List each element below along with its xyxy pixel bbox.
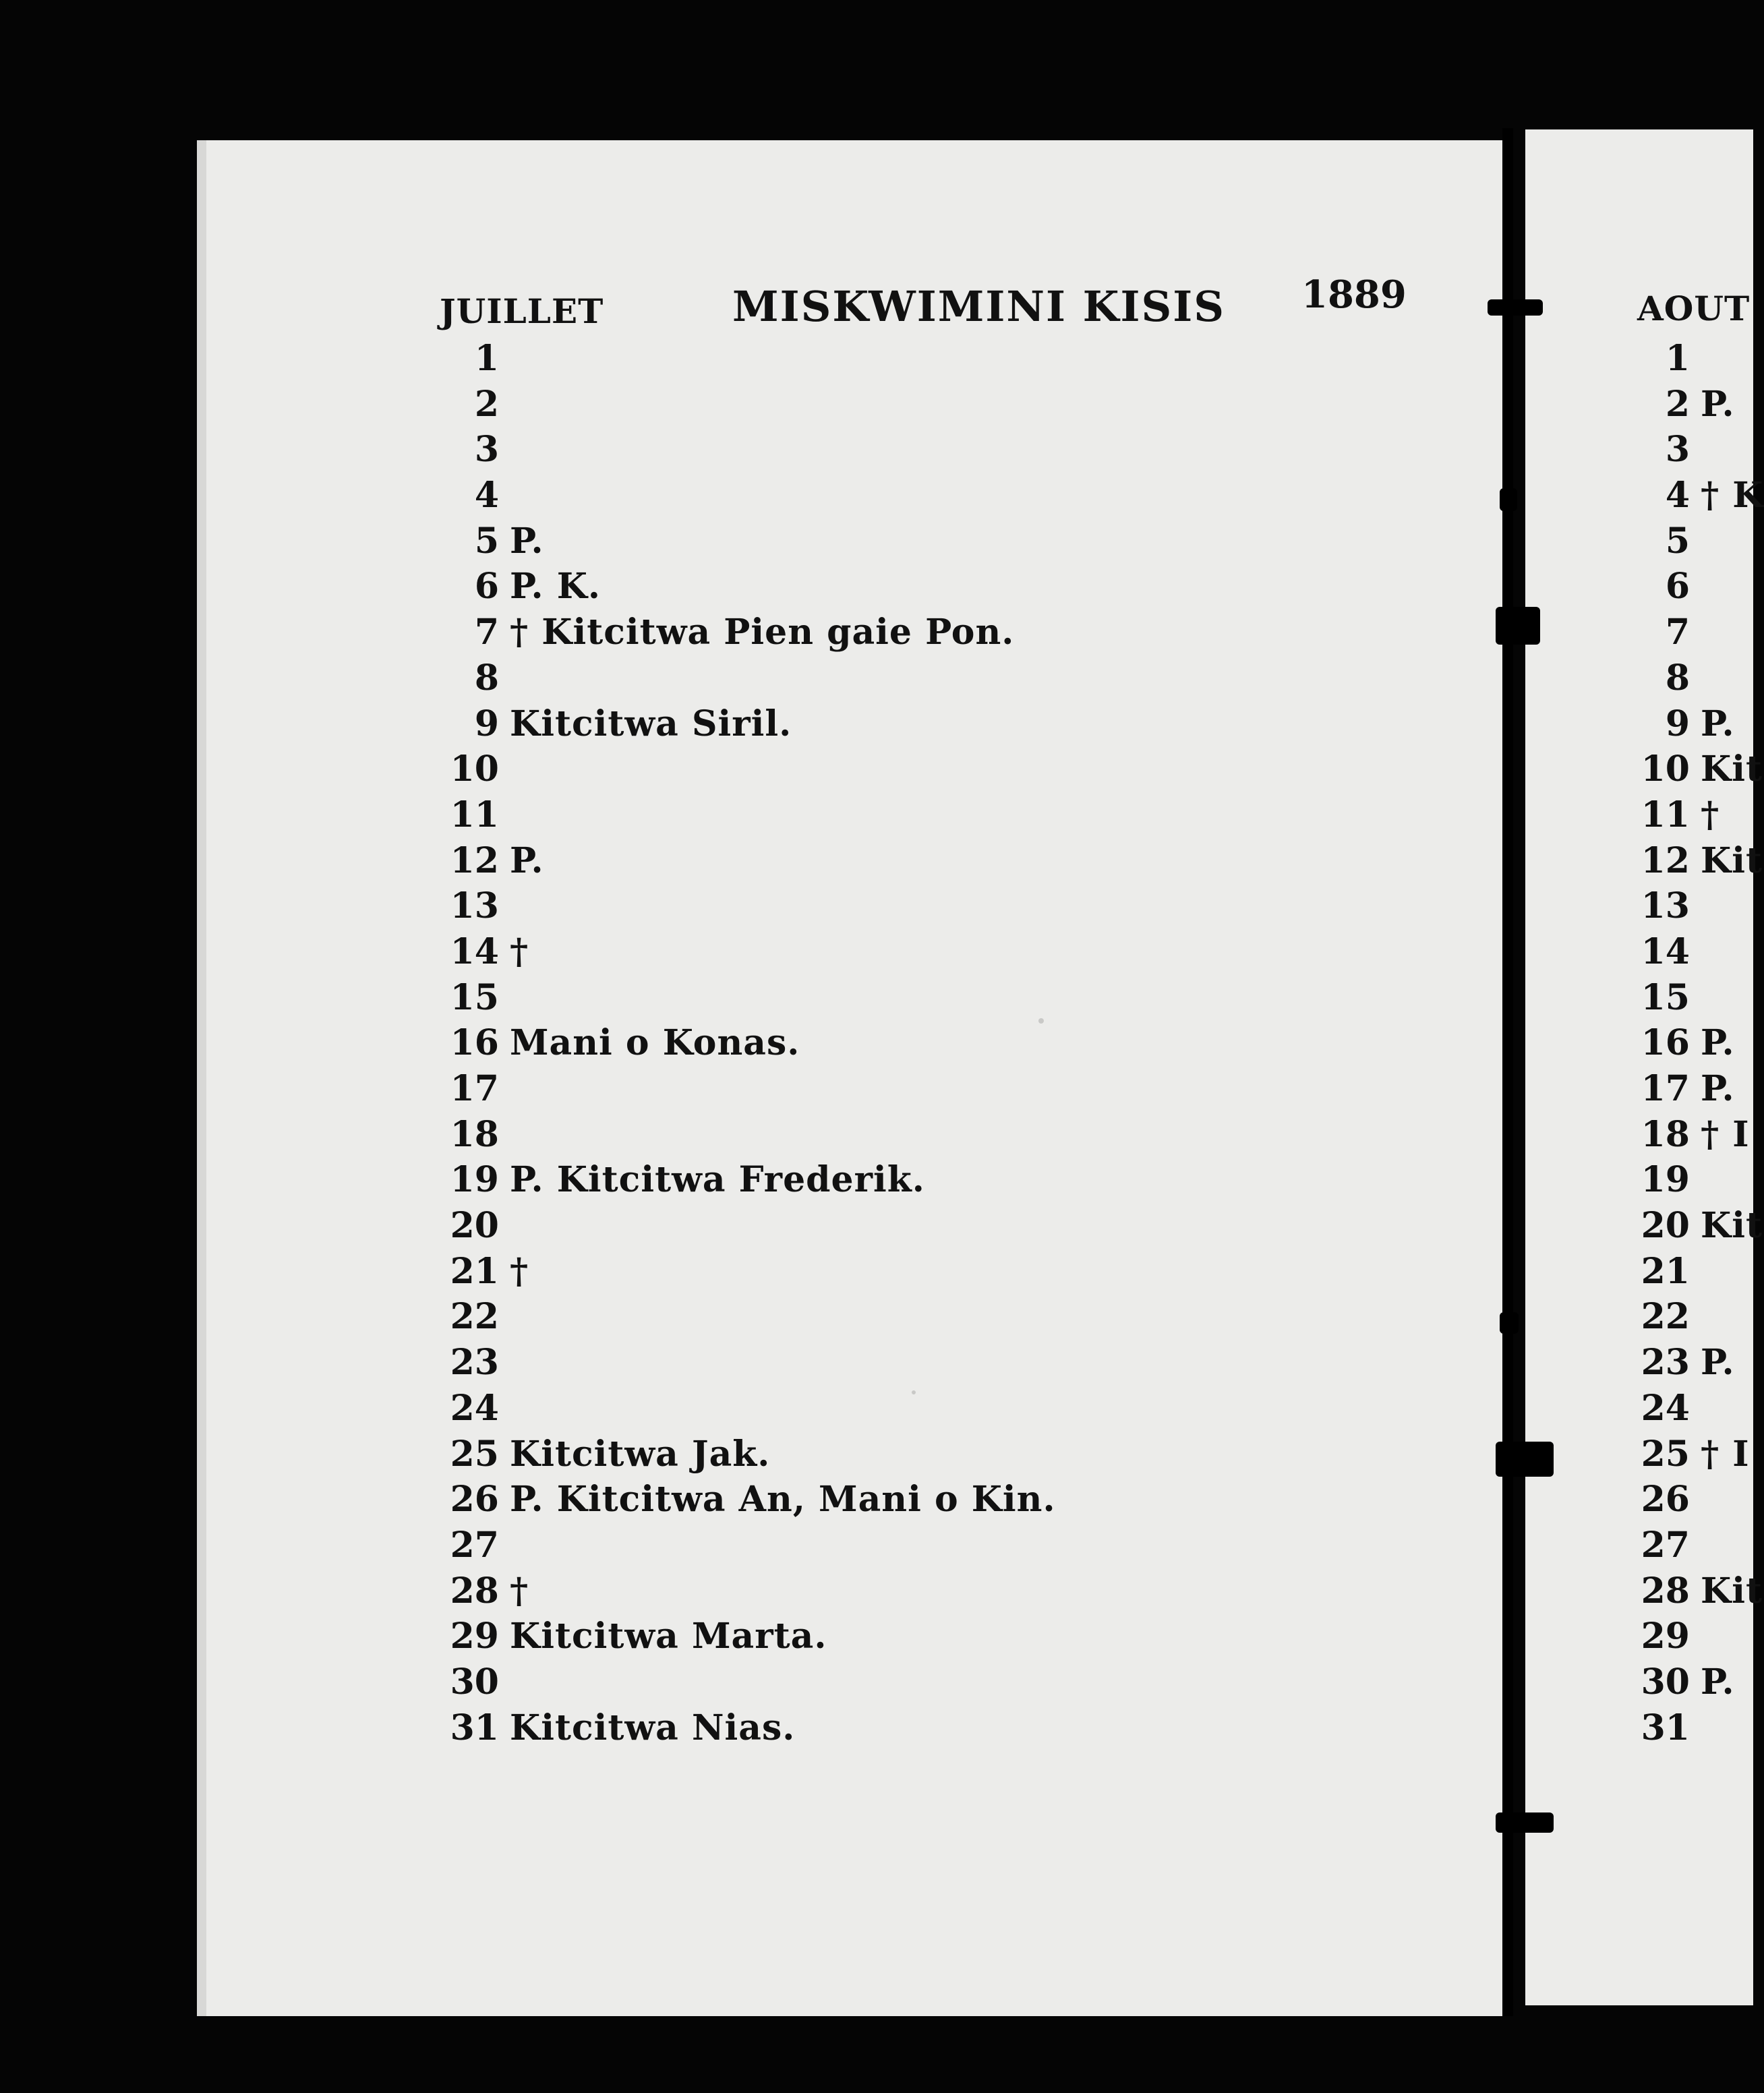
day-row	[445, 746, 1457, 792]
day-row	[445, 610, 1457, 655]
day-number: 10	[450, 748, 499, 790]
day-row	[1640, 1386, 1753, 1432]
day-row	[445, 1340, 1457, 1386]
day-number: 11	[1641, 794, 1690, 835]
day-row	[1640, 1659, 1753, 1705]
day-row	[1640, 1249, 1753, 1295]
day-entry: Kitcitwa Jak.	[510, 1433, 771, 1475]
day-entry: P.	[1701, 1661, 1735, 1703]
day-row	[445, 427, 1457, 473]
day-number: 27	[1641, 1524, 1690, 1566]
day-number: 13	[1641, 885, 1690, 927]
day-row	[445, 336, 1457, 382]
day-row	[1640, 336, 1753, 382]
day-entry: P.	[1701, 1068, 1735, 1109]
day-row	[1640, 1294, 1753, 1340]
month-heading-right: AOUT	[1637, 289, 1751, 328]
day-number: 24	[1641, 1387, 1690, 1429]
day-row	[1640, 1340, 1753, 1386]
day-number: 3	[1665, 429, 1690, 471]
day-number: 6	[474, 566, 499, 608]
day-number: 14	[1641, 931, 1690, 972]
day-row	[1640, 564, 1753, 610]
day-number: 4	[1665, 475, 1690, 517]
day-row	[445, 792, 1457, 838]
day-row	[445, 701, 1457, 747]
day-number: 2	[1665, 383, 1690, 425]
day-entry: P. Kitcitwa An, Mani o Kin.	[510, 1479, 1056, 1521]
day-row	[445, 883, 1457, 929]
day-entry: P. K.	[510, 566, 601, 608]
spine-stitch	[1496, 1812, 1554, 1833]
day-entry: Kitcitwa Siril.	[510, 703, 792, 744]
day-entry: †	[1701, 794, 1720, 835]
page-header-year: 1889	[1301, 272, 1407, 317]
day-entry: †	[510, 1250, 529, 1292]
day-number: 31	[1641, 1707, 1690, 1748]
day-number: 28	[450, 1570, 499, 1612]
day-row	[1640, 838, 1763, 884]
day-row	[1640, 1705, 1753, 1751]
day-row	[1640, 1568, 1763, 1614]
left-day-list	[445, 336, 1457, 1750]
day-entry: † Kitcitwa Pien gaie Pon.	[510, 612, 1015, 653]
day-entry: Kitcitwa Marta.	[510, 1616, 827, 1657]
day-number: 26	[1641, 1479, 1690, 1521]
day-number: 28	[1641, 1570, 1690, 1612]
day-entry: †	[510, 1570, 529, 1612]
day-row	[445, 473, 1457, 519]
day-entry: P.	[1701, 383, 1735, 425]
day-number: 16	[450, 1022, 499, 1064]
day-row	[1640, 701, 1753, 747]
month-heading-left: JUILLET	[440, 291, 604, 331]
day-entry: P.	[510, 520, 544, 562]
day-number: 21	[450, 1250, 499, 1292]
day-row	[445, 1112, 1457, 1158]
day-row	[445, 564, 1457, 610]
day-number: 15	[450, 976, 499, 1018]
day-number: 26	[450, 1479, 499, 1521]
day-entry: P. Kitcitwa Frederik.	[510, 1159, 925, 1201]
day-number: 21	[1641, 1250, 1690, 1292]
day-entry: P.	[1701, 703, 1735, 744]
day-number: 16	[1641, 1022, 1690, 1064]
spine-stitch	[1500, 1312, 1519, 1334]
day-row	[445, 1659, 1457, 1705]
day-row	[1640, 519, 1753, 564]
day-number: 7	[474, 612, 499, 653]
day-row	[445, 1294, 1457, 1340]
day-row	[445, 1386, 1457, 1432]
day-row	[1640, 1112, 1753, 1158]
day-number: 3	[474, 429, 499, 471]
day-number: 6	[1665, 566, 1690, 608]
day-number: 30	[450, 1661, 499, 1703]
day-number: 5	[1665, 520, 1690, 562]
spine-stitch	[1496, 607, 1540, 645]
day-row	[1640, 1157, 1753, 1203]
day-row	[445, 1432, 1457, 1477]
day-row	[1640, 427, 1753, 473]
right-day-list	[1640, 336, 1764, 1750]
day-entry: † I	[1701, 1113, 1750, 1155]
day-number: 25	[450, 1433, 499, 1475]
day-row	[445, 1523, 1457, 1568]
day-number: 7	[1665, 612, 1690, 653]
day-entry: Kit	[1701, 839, 1763, 881]
day-entry: P.	[1701, 1022, 1735, 1064]
day-number: 31	[450, 1707, 499, 1748]
day-number: 12	[1641, 839, 1690, 881]
day-row	[445, 1020, 1457, 1066]
day-number: 15	[1641, 976, 1690, 1018]
day-entry: P.	[1701, 1342, 1735, 1384]
day-row	[445, 1477, 1457, 1523]
day-entry: P.	[510, 839, 544, 881]
day-row	[445, 519, 1457, 564]
day-row	[1640, 1432, 1753, 1477]
day-number: 1	[474, 338, 499, 379]
day-row	[1640, 382, 1753, 428]
day-number: 14	[450, 931, 499, 972]
day-number: 29	[450, 1616, 499, 1657]
day-number: 20	[1641, 1205, 1690, 1247]
day-entry: Kit	[1701, 748, 1763, 790]
day-row	[445, 1066, 1457, 1112]
day-row	[1640, 1066, 1753, 1112]
day-row	[1640, 746, 1763, 792]
day-number: 8	[1665, 657, 1690, 699]
spine-stitch	[1500, 488, 1517, 511]
day-row	[445, 929, 1457, 975]
book-spine	[1502, 128, 1513, 2016]
day-row	[1640, 975, 1753, 1021]
day-number: 12	[450, 839, 499, 881]
day-number: 18	[1641, 1113, 1690, 1155]
day-row	[445, 1249, 1457, 1295]
day-number: 29	[1641, 1616, 1690, 1657]
spine-stitch	[1488, 299, 1543, 316]
day-row	[445, 1705, 1457, 1751]
day-row	[1640, 883, 1753, 929]
day-number: 27	[450, 1524, 499, 1566]
day-number: 22	[450, 1296, 499, 1338]
day-row	[1640, 1523, 1753, 1568]
day-row	[1640, 1614, 1753, 1659]
day-row	[1640, 610, 1753, 655]
day-entry: Kit	[1701, 1570, 1763, 1612]
day-row	[445, 1157, 1457, 1203]
day-row	[1640, 1203, 1763, 1249]
day-row	[445, 382, 1457, 428]
day-row	[1640, 1477, 1753, 1523]
day-number: 18	[450, 1113, 499, 1155]
day-entry: Kitcitwa Nias.	[510, 1707, 796, 1748]
day-number: 10	[1641, 748, 1690, 790]
day-row	[1640, 929, 1753, 975]
day-number: 2	[474, 383, 499, 425]
day-number: 19	[450, 1159, 499, 1201]
day-row	[1640, 1020, 1753, 1066]
day-number: 17	[1641, 1068, 1690, 1109]
day-number: 23	[450, 1342, 499, 1384]
day-entry: †	[510, 931, 529, 972]
day-number: 9	[474, 703, 499, 744]
day-row	[445, 1203, 1457, 1249]
day-entry: † I	[1701, 1433, 1750, 1475]
day-number: 30	[1641, 1661, 1690, 1703]
day-row	[1640, 473, 1764, 519]
day-number: 9	[1665, 703, 1690, 744]
day-number: 24	[450, 1387, 499, 1429]
day-entry: † K	[1701, 475, 1764, 517]
day-row	[445, 838, 1457, 884]
day-number: 23	[1641, 1342, 1690, 1384]
day-row	[1640, 792, 1753, 838]
day-row	[1640, 655, 1753, 701]
day-number: 1	[1665, 338, 1690, 379]
day-entry: Kit	[1701, 1205, 1763, 1247]
day-row	[445, 1568, 1457, 1614]
day-number: 11	[450, 794, 499, 835]
day-number: 20	[450, 1205, 499, 1247]
day-number: 13	[450, 885, 499, 927]
day-number: 5	[474, 520, 499, 562]
day-number: 19	[1641, 1159, 1690, 1201]
day-row	[445, 1614, 1457, 1659]
page-header-title: MISKWIMINI KISIS	[732, 282, 1226, 331]
day-row	[445, 655, 1457, 701]
day-number: 17	[450, 1068, 499, 1109]
day-number: 25	[1641, 1433, 1690, 1475]
day-entry: Mani o Konas.	[510, 1022, 800, 1064]
day-number: 8	[474, 657, 499, 699]
spine-stitch	[1496, 1442, 1554, 1477]
day-number: 4	[474, 475, 499, 517]
day-row	[445, 975, 1457, 1021]
day-number: 22	[1641, 1296, 1690, 1338]
